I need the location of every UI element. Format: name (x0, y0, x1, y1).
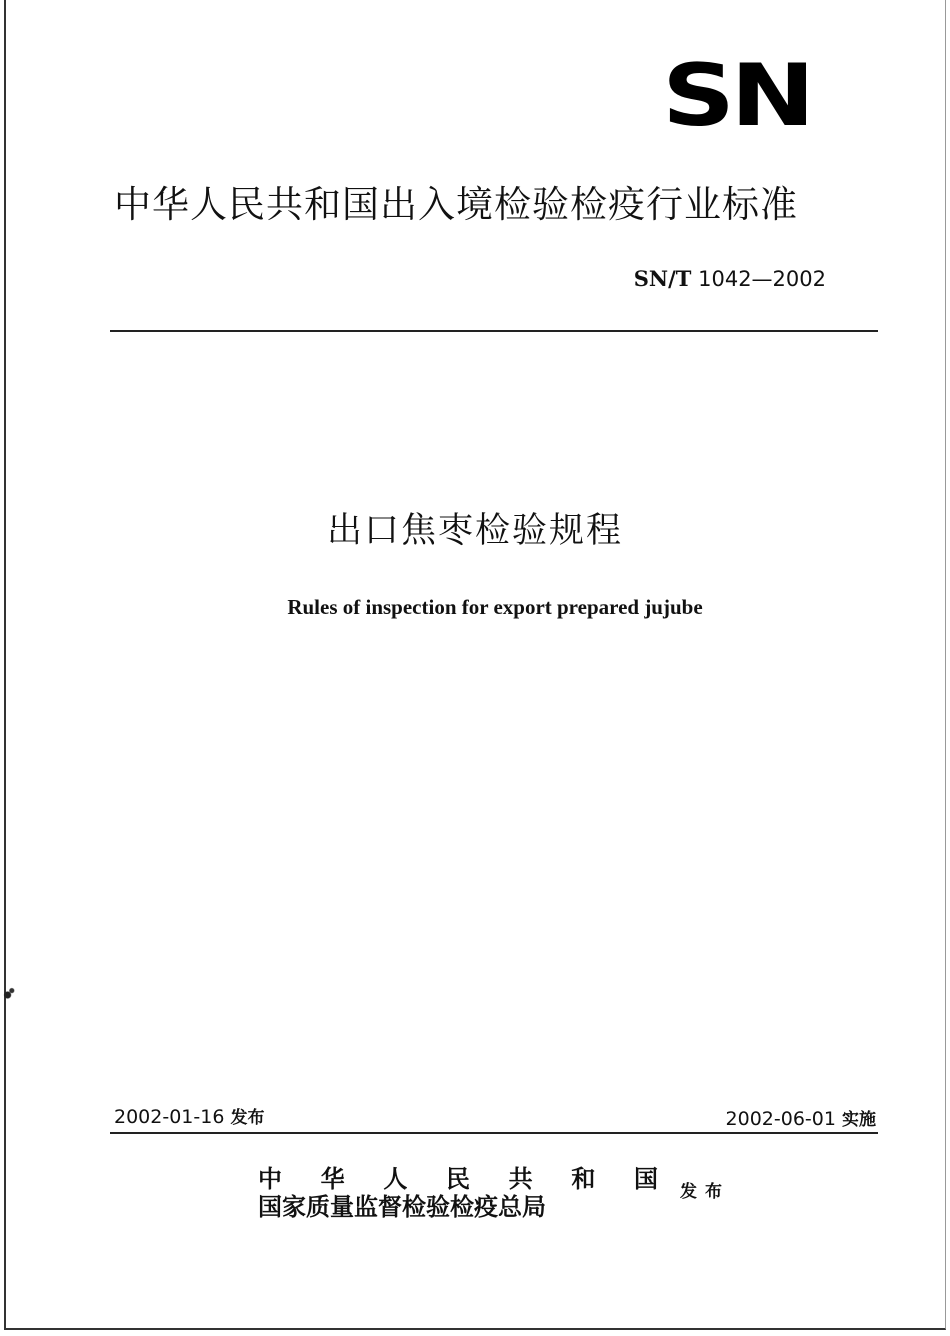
issue-date-label: 发布 (230, 1108, 265, 1128)
implementation-date (726, 1104, 876, 1135)
standard-prefix: SN/T (633, 266, 692, 291)
document-title-english: Rules of inspection for export prepared jujube (287, 595, 703, 619)
issue-date (114, 1102, 264, 1133)
issue-date-value: 2002-01-16 (114, 1106, 225, 1128)
bottom-divider (110, 1132, 878, 1134)
implementation-date-label: 实施 (842, 1110, 876, 1130)
document-title-chinese: 出口焦枣检验规程 (326, 511, 623, 551)
implementation-date-value: 2002-06-01 (725, 1108, 836, 1130)
top-divider (110, 330, 878, 332)
publisher-org-line1: 中 华 人 民 共 和 国 (258, 1164, 658, 1193)
publisher-org-line2: 国家质量监督检验检疫总局 (258, 1192, 546, 1221)
publisher-verb: 发布 (680, 1182, 730, 1202)
standard-code: 1042—2002 (698, 267, 826, 291)
issuing-authority-heading: 中华人民共和国出入境检验检疫行业标准 (114, 183, 798, 226)
scan-artifact (2, 984, 16, 1006)
standard-number (634, 264, 826, 294)
sn-logo: SN (662, 46, 811, 146)
